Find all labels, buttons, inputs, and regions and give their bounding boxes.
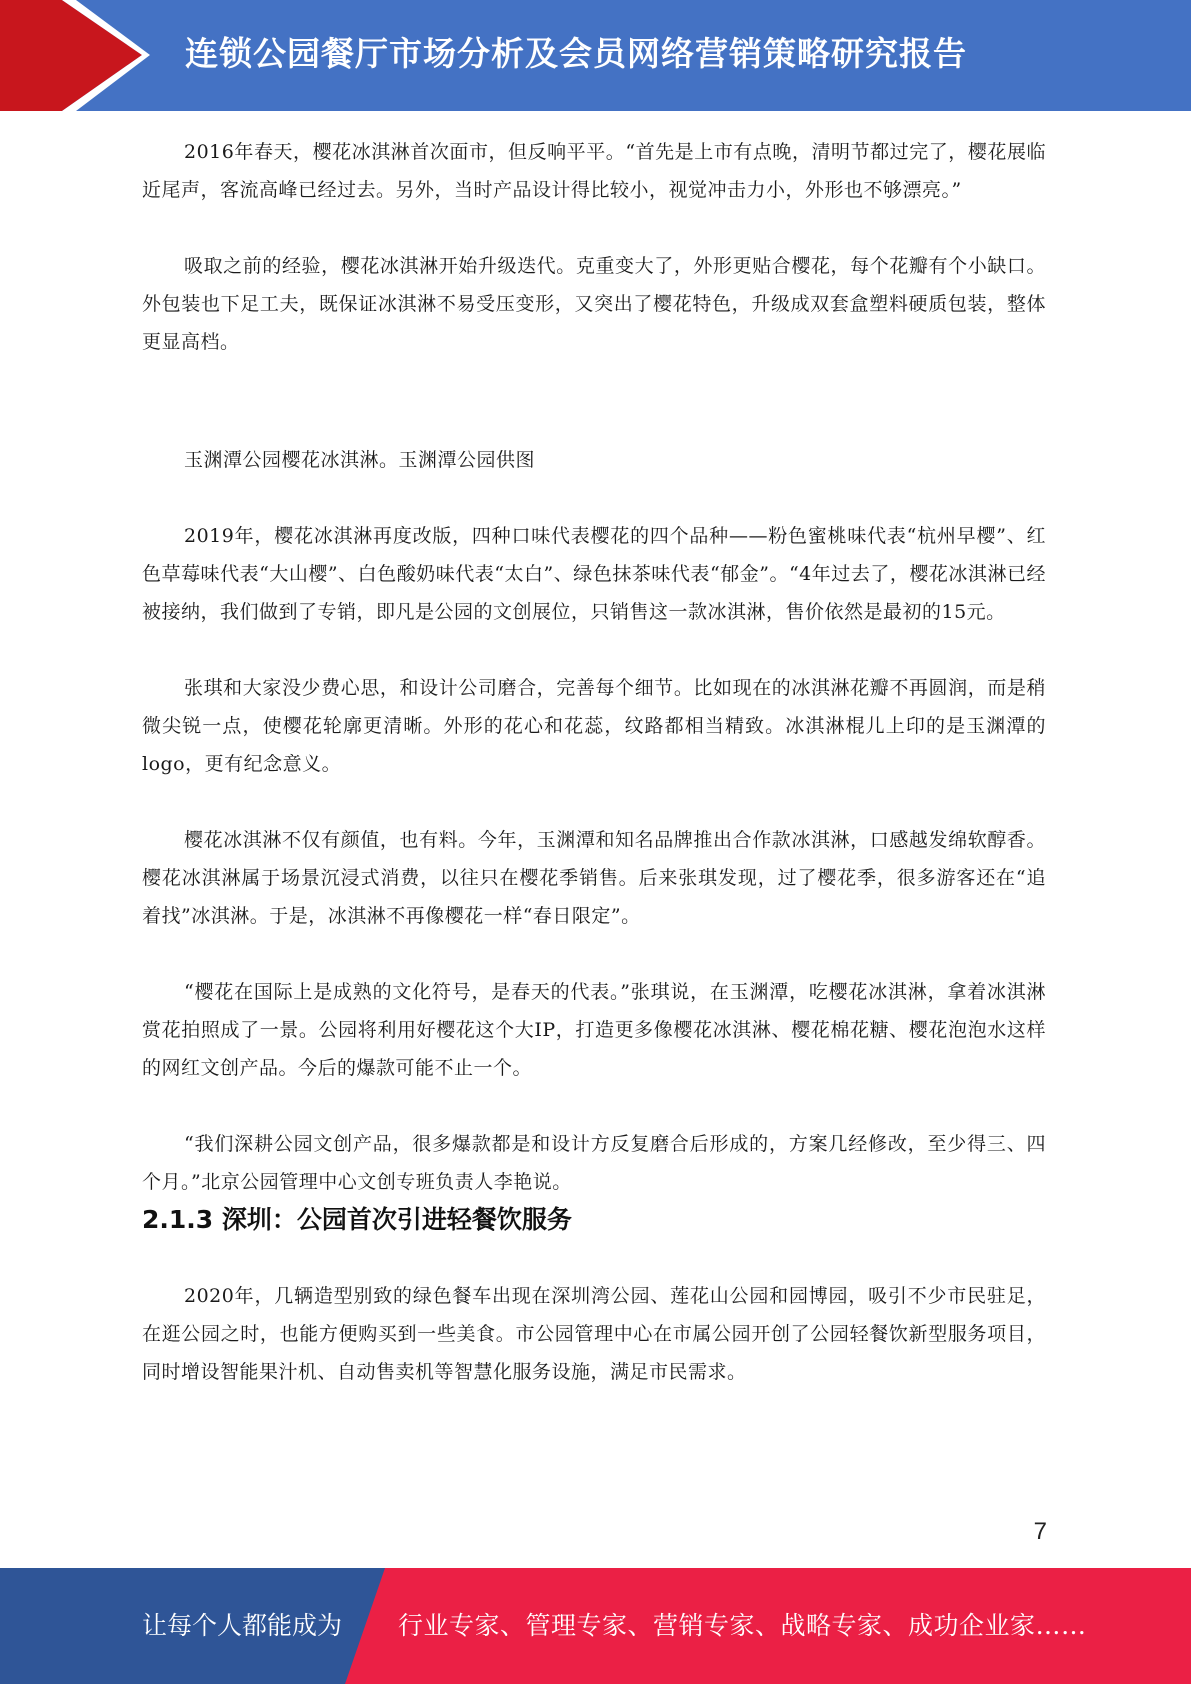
image-caption: 玉渊潭公园樱花冰淇淋。玉渊潭公园供图 — [184, 449, 536, 471]
section-heading: 2.1.3 深圳：公园首次引进轻餐饮服务 — [142, 1205, 572, 1234]
page-number: 7 — [1033, 1518, 1047, 1545]
paragraph: 2020年，几辆造型别致的绿色餐车出现在深圳湾公园、莲花山公园和园博园，吸引不少市民驻足，在逛公园之时，也能方便购买到一些美食。市公园管理中心在市属公园开创了公园轻餐饮新型服务项目，同时增设智能果汁机、自动售卖机等智慧化服务设施，满足市民需求。 — [142, 1285, 1046, 1383]
header-red-arrow — [0, 0, 150, 111]
paragraph: “樱花在国际上是成熟的文化符号，是春天的代表。”张琪说，在玉渊潭，吃樱花冰淇淋，拿着冰淇淋赏花拍照成了一景。公园将利用好樱花这个大IP，打造更多像樱花冰淇淋、樱花棉花糖、樱花泡泡水这样的网红文创产品。今后的爆款可能不止一个。 — [142, 981, 1046, 1079]
paragraph: 樱花冰淇淋不仅有颜值，也有料。今年，玉渊潭和知名品牌推出合作款冰淇淋，口感越发绵软醇香。樱花冰淇淋属于场景沉浸式消费，以往只在樱花季销售。后来张琪发现，过了樱花季，很多游客还在“追着找”冰淇淋。于是，冰淇淋不再像樱花一样“春日限定”。 — [142, 829, 1046, 927]
report-title: 连锁公园餐厅市场分析及会员网络营销策略研究报告 — [185, 34, 967, 73]
paragraph: 2016年春天，樱花冰淇淋首次面市，但反响平平。“首先是上市有点晚，清明节都过完了，樱花展临近尾声，客流高峰已经过去。另外，当时产品设计得比较小，视觉冲击力小，外形也不够漂亮。” — [142, 141, 1046, 201]
page-footer — [0, 1568, 1191, 1684]
footer-slogan-left: 让每个人都能成为 — [142, 1611, 343, 1640]
paragraph: 吸取之前的经验，樱花冰淇淋开始升级迭代。克重变大了，外形更贴合樱花，每个花瓣有个小缺口。外包装也下足工夫，既保证冰淇淋不易受压变形，又突出了樱花特色，升级成双套盒塑料硬质包装，整体更显高档。 — [142, 255, 1046, 353]
page-header — [0, 0, 1191, 111]
paragraph: 2019年，樱花冰淇淋再度改版，四种口味代表樱花的四个品种——粉色蜜桃味代表“杭州早樱”、红色草莓味代表“大山樱”、白色酸奶味代表“太白”、绿色抹茶味代表“郁金”。“4年过去了，樱花冰淇淋已经被接纳，我们做到了专销，即凡是公园的文创展位，只销售这一款冰淇淋，售价依然是最初的15元。 — [142, 525, 1046, 623]
footer-slogan-right: 行业专家、管理专家、营销专家、战略专家、成功企业家…… — [398, 1611, 1087, 1640]
paragraph: 张琪和大家没少费心思，和设计公司磨合，完善每个细节。比如现在的冰淇淋花瓣不再圆润，而是稍微尖锐一点，使樱花轮廓更清晰。外形的花心和花蕊，纹路都相当精致。冰淇淋棍儿上印的是玉渊潭的logo，更有纪念意义。 — [142, 677, 1046, 775]
document-body — [142, 133, 1046, 1391]
paragraph: “我们深耕公园文创产品，很多爆款都是和设计方反复磨合后形成的，方案几经修改，至少得三、四个月。”北京公园管理中心文创专班负责人李艳说。 — [142, 1133, 1046, 1193]
